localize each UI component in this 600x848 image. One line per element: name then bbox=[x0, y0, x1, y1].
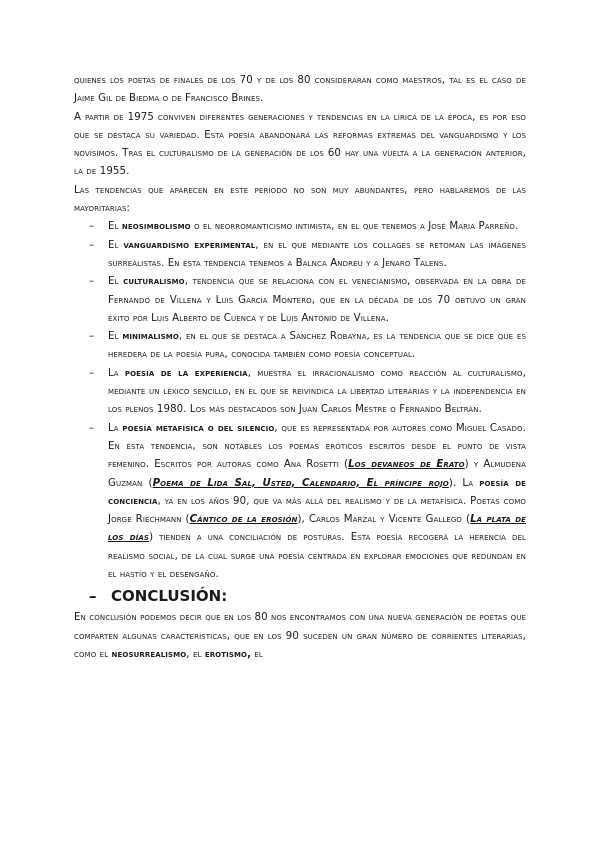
term-bold: vanguardismo experimental bbox=[123, 239, 256, 251]
paragraph-conclusion: En conclusión podemos decir que en los 80 nos encontramos con una nueva generación de poetas que comparten algunas características, que en los 90 suceden un gran número de corrientes literarias, como el neosurrealismo, el erotismo, el bbox=[74, 612, 526, 660]
term-bold: neosurrealismo bbox=[111, 648, 187, 660]
term-bold: poesía de conciencia bbox=[108, 477, 526, 507]
list-item: – El vanguardismo experimental, en el que mediante los collages se retoman las imágenes surrealistas. En esta tendencia tenemos a Balnca Andreu y a Jenaro Talens. bbox=[74, 237, 526, 274]
list-item: – La poesía de la experiencia, muestra el irracionalismo como reacción al culturalismo, mediante un léxico sencillo, en el que se reivindica la libertad literarias y la independencia en los plenos 1980. Los más destacados son Juan Carlos Mestre o Fernando Beltrán. bbox=[74, 365, 526, 420]
section-heading bbox=[74, 585, 526, 607]
dash-bullet: – bbox=[89, 367, 95, 379]
paragraph-intro-3: Las tendencias que aparecen en este período no son muy abundantes, pero hablaremos de las mayoritarias: bbox=[74, 184, 526, 215]
term-bold: poesía de la experiencia bbox=[124, 367, 248, 379]
term-bold: poesía metafísica o del silencio bbox=[122, 422, 275, 434]
term-bold: minimalismo bbox=[122, 331, 179, 343]
dash-bullet: – bbox=[89, 422, 95, 434]
list-item: – La poesía metafísica o del silencio, que es representada por autores como Miguel Casado. En esta tendencia, son notables los poemas eróticos escritos desde el punto de vista femenino. Escritos por autoras como Ana Rosetti (Los devaneos de Erato) y Almudena Guzman (Poema de Lida Sal, Usted, Calendario, El príncipe rojo). La poesía de conciencia, ya en los años 90, que va más allá del realismo y de la metafísica. Poetas como Jorge Riechmann (Cántico de la erosión), Carlos Marzal y Vicente Gallego (La plata de los días) tienden a una conciliación de posturas. Esta poesía recogerá la herencia del realismo social, de la cual surge una poesía centrada en explorar emociones que redundan en el hastío y el desengaño. bbox=[74, 420, 526, 585]
book-title: La plata de los días bbox=[108, 514, 526, 544]
dash-bullet: – bbox=[89, 221, 95, 233]
heading-dash: – bbox=[89, 587, 97, 606]
list-item: – El minimalismo, en el que se destaca a Sánchez Robayna, es la tendencia que se dice que es heredera de la poesía pura, conocida también como poesía conceptual. bbox=[74, 328, 526, 365]
paragraph-intro-1: quienes los poetas de finales de los 70 y de los 80 considerarán como maestros, tal es el caso de Jaime Gil de Biedma o de Francisco Brines. bbox=[74, 75, 526, 105]
list-item: – El culturalismo, tendencia que se relaciona con el venecianismo, observada en la obra de Fernando de Villena y Luis García Montero, que en la década de los 70 obtuvo un gran éxito por Luis Alberto de Cuenca y de Luis Antonio de Villena. bbox=[74, 273, 526, 328]
term-bold: neosimbolismo bbox=[121, 221, 191, 233]
tendencies-list bbox=[74, 218, 526, 584]
book-title: Poema de Lida Sal, Usted, Calendario, El príncipe rojo bbox=[152, 477, 449, 489]
dash-bullet: – bbox=[89, 239, 95, 251]
paragraph-intro-2: A partir de 1975 conviven diferentes generaciones y tendencias en la lírica de la época, es por eso que se destaca su variedad. Esta poesía abandonará las reformas extremas del vanguardismo y los novísimos. Tras el culturalismo de la generación de los 60 hay una vuelta a la generación anterior, la de 1955. bbox=[74, 111, 526, 178]
term-bold: erotismo, bbox=[204, 648, 252, 660]
book-title: Cántico de la erosión bbox=[189, 514, 298, 526]
term-bold: culturalismo bbox=[123, 276, 185, 288]
document-page bbox=[74, 72, 526, 664]
list-item: – El neosimbolismo o el neorromanticismo intimista, en el que tenemos a José Maria Parreño. bbox=[74, 218, 526, 236]
dash-bullet: – bbox=[89, 331, 95, 343]
heading-text: CONCLUSIÓN: bbox=[111, 587, 228, 606]
dash-bullet: – bbox=[89, 276, 95, 288]
book-title: Los devaneos de Erato bbox=[348, 459, 465, 471]
